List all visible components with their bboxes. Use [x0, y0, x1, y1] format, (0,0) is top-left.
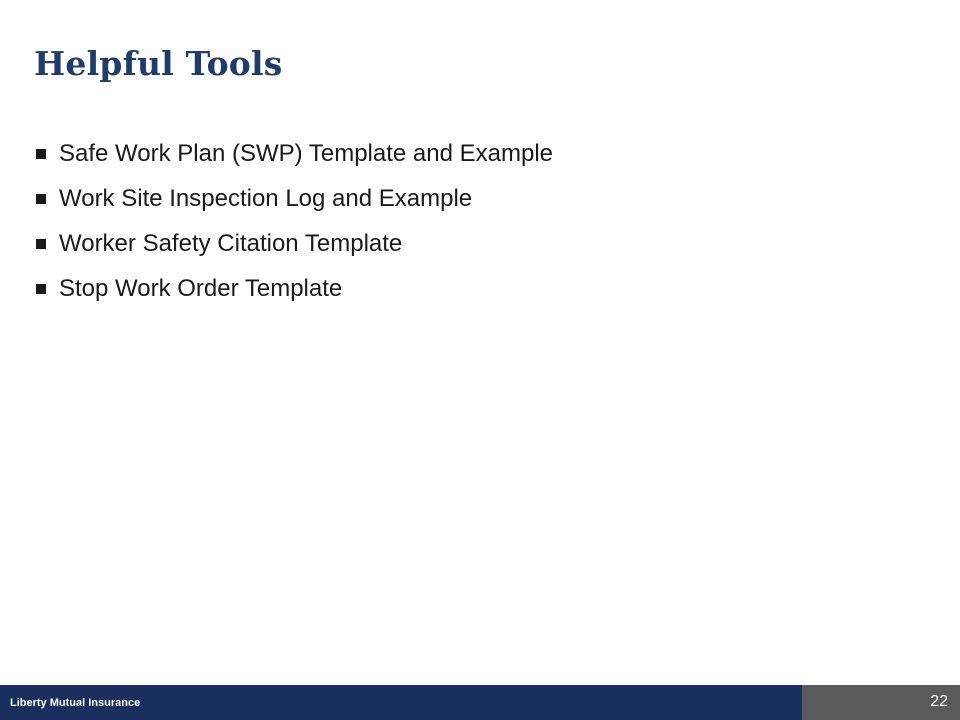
- bullet-item: [36, 131, 553, 176]
- bullet-text: Safe Work Plan (SWP) Template and Example: [59, 139, 553, 167]
- page-number: 22: [930, 693, 948, 710]
- bullet-item: [36, 266, 553, 311]
- bullet-text: Stop Work Order Template: [59, 274, 343, 302]
- bullet-text: Worker Safety Citation Template: [59, 229, 403, 257]
- bullet-list: [36, 131, 553, 311]
- square-bullet-icon: [36, 149, 46, 159]
- footer-bar: [0, 685, 960, 720]
- square-bullet-icon: [36, 194, 46, 204]
- bullet-text: Work Site Inspection Log and Example: [59, 184, 473, 212]
- bullet-item: [36, 221, 553, 266]
- square-bullet-icon: [36, 239, 46, 249]
- square-bullet-icon: [36, 284, 46, 294]
- footer-brand-panel: [0, 685, 802, 720]
- footer-brand: Liberty Mutual Insurance: [10, 696, 141, 709]
- slide-title: Helpful Tools: [34, 44, 283, 83]
- footer-page-panel: [802, 685, 960, 720]
- bullet-item: [36, 176, 553, 221]
